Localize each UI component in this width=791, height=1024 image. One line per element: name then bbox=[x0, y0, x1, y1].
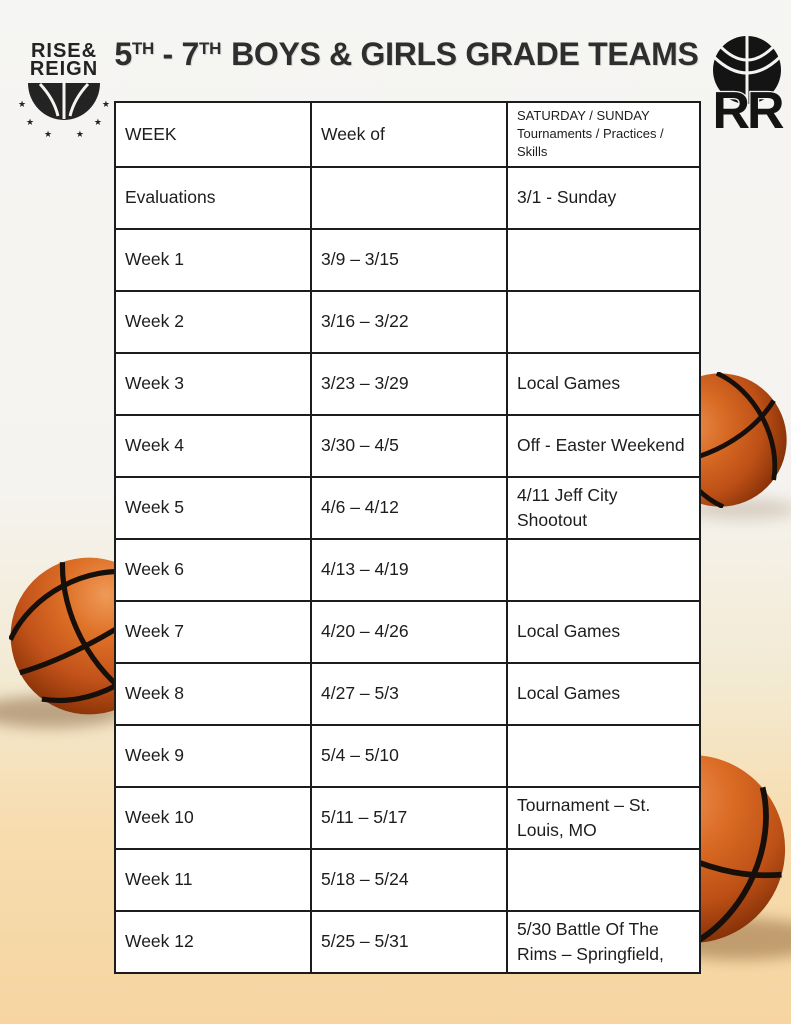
title-sup-from: TH bbox=[131, 39, 154, 58]
table-cell: Week 12 bbox=[115, 911, 311, 973]
table-row bbox=[115, 291, 700, 353]
table-row bbox=[115, 601, 700, 663]
title-sup-to: TH bbox=[199, 39, 222, 58]
table-cell: 3/23 – 3/29 bbox=[311, 353, 507, 415]
table-row bbox=[115, 477, 700, 539]
table-cell: 3/16 – 3/22 bbox=[311, 291, 507, 353]
table-cell: Local Games bbox=[507, 601, 700, 663]
logo-text-rise: RISE& bbox=[30, 40, 98, 62]
page-title bbox=[114, 36, 699, 73]
table-cell: 4/11 Jeff City Shootout bbox=[507, 477, 700, 539]
star-icon: ★ bbox=[26, 117, 35, 127]
table-row bbox=[115, 663, 700, 725]
table-cell: 5/11 – 5/17 bbox=[311, 787, 507, 849]
table-cell: Week 3 bbox=[115, 353, 311, 415]
table-cell bbox=[311, 167, 507, 229]
table-row bbox=[115, 167, 700, 229]
col-header-week-of: Week of bbox=[311, 102, 507, 167]
col-header-weekend-activities: SATURDAY / SUNDAY Tournaments / Practices / Skills bbox=[507, 102, 700, 167]
table-cell: Week 4 bbox=[115, 415, 311, 477]
logo-stars bbox=[16, 42, 112, 138]
table-row bbox=[115, 539, 700, 601]
title-grade-to: 7 bbox=[181, 36, 200, 72]
table-cell: Week 5 bbox=[115, 477, 311, 539]
logo-text-rr: RR bbox=[712, 82, 782, 135]
rise-reign-logo bbox=[16, 40, 112, 139]
table-cell: 4/20 – 4/26 bbox=[311, 601, 507, 663]
table-header-row bbox=[115, 102, 700, 167]
table-row bbox=[115, 415, 700, 477]
star-icon: ★ bbox=[75, 129, 84, 139]
table-cell: Week 7 bbox=[115, 601, 311, 663]
table-cell: Local Games bbox=[507, 353, 700, 415]
table-cell: Week 10 bbox=[115, 787, 311, 849]
rr-monogram-logo bbox=[706, 33, 788, 140]
table-cell: 5/18 – 5/24 bbox=[311, 849, 507, 911]
table-cell: Evaluations bbox=[115, 167, 311, 229]
table-cell: 3/1 - Sunday bbox=[507, 167, 700, 229]
col-header-week: WEEK bbox=[115, 102, 311, 167]
table-cell: 4/27 – 5/3 bbox=[311, 663, 507, 725]
table-cell: 5/25 – 5/31 bbox=[311, 911, 507, 973]
star-icon: ★ bbox=[44, 129, 53, 139]
title-separator: - bbox=[153, 36, 182, 72]
table-row bbox=[115, 353, 700, 415]
table-row bbox=[115, 787, 700, 849]
rr-basketball-icon bbox=[706, 33, 788, 135]
logo-text-reign: REIGN bbox=[29, 58, 99, 81]
table-cell bbox=[507, 849, 700, 911]
table-cell: Tournament – St. Louis, MO bbox=[507, 787, 700, 849]
table-cell bbox=[507, 725, 700, 787]
table-cell: 5/30 Battle Of The Rims – Springfield, bbox=[507, 911, 700, 973]
table-cell: Week 1 bbox=[115, 229, 311, 291]
table-cell: Week 9 bbox=[115, 725, 311, 787]
table-cell: 3/9 – 3/15 bbox=[311, 229, 507, 291]
star-icon: ★ bbox=[101, 99, 110, 109]
table-cell: Week 6 bbox=[115, 539, 311, 601]
title-text: BOYS & GIRLS GRADE TEAMS bbox=[231, 36, 699, 72]
table-row bbox=[115, 849, 700, 911]
table-cell: Off - Easter Weekend bbox=[507, 415, 700, 477]
table-cell: Week 8 bbox=[115, 663, 311, 725]
schedule-table bbox=[114, 101, 701, 974]
table-cell: Week 11 bbox=[115, 849, 311, 911]
table-cell: 3/30 – 4/5 bbox=[311, 415, 507, 477]
table-cell: 4/6 – 4/12 bbox=[311, 477, 507, 539]
star-icon: ★ bbox=[18, 99, 27, 109]
table-cell: 4/13 – 4/19 bbox=[311, 539, 507, 601]
title-grade-from: 5 bbox=[114, 36, 132, 72]
table-cell: 5/4 – 5/10 bbox=[311, 725, 507, 787]
table-cell bbox=[507, 291, 700, 353]
table-row bbox=[115, 229, 700, 291]
star-icon: ★ bbox=[93, 117, 102, 127]
table-cell: Week 2 bbox=[115, 291, 311, 353]
table-cell bbox=[507, 539, 700, 601]
table-row bbox=[115, 725, 700, 787]
table-cell: Local Games bbox=[507, 663, 700, 725]
table-cell bbox=[507, 229, 700, 291]
table-row bbox=[115, 911, 700, 973]
